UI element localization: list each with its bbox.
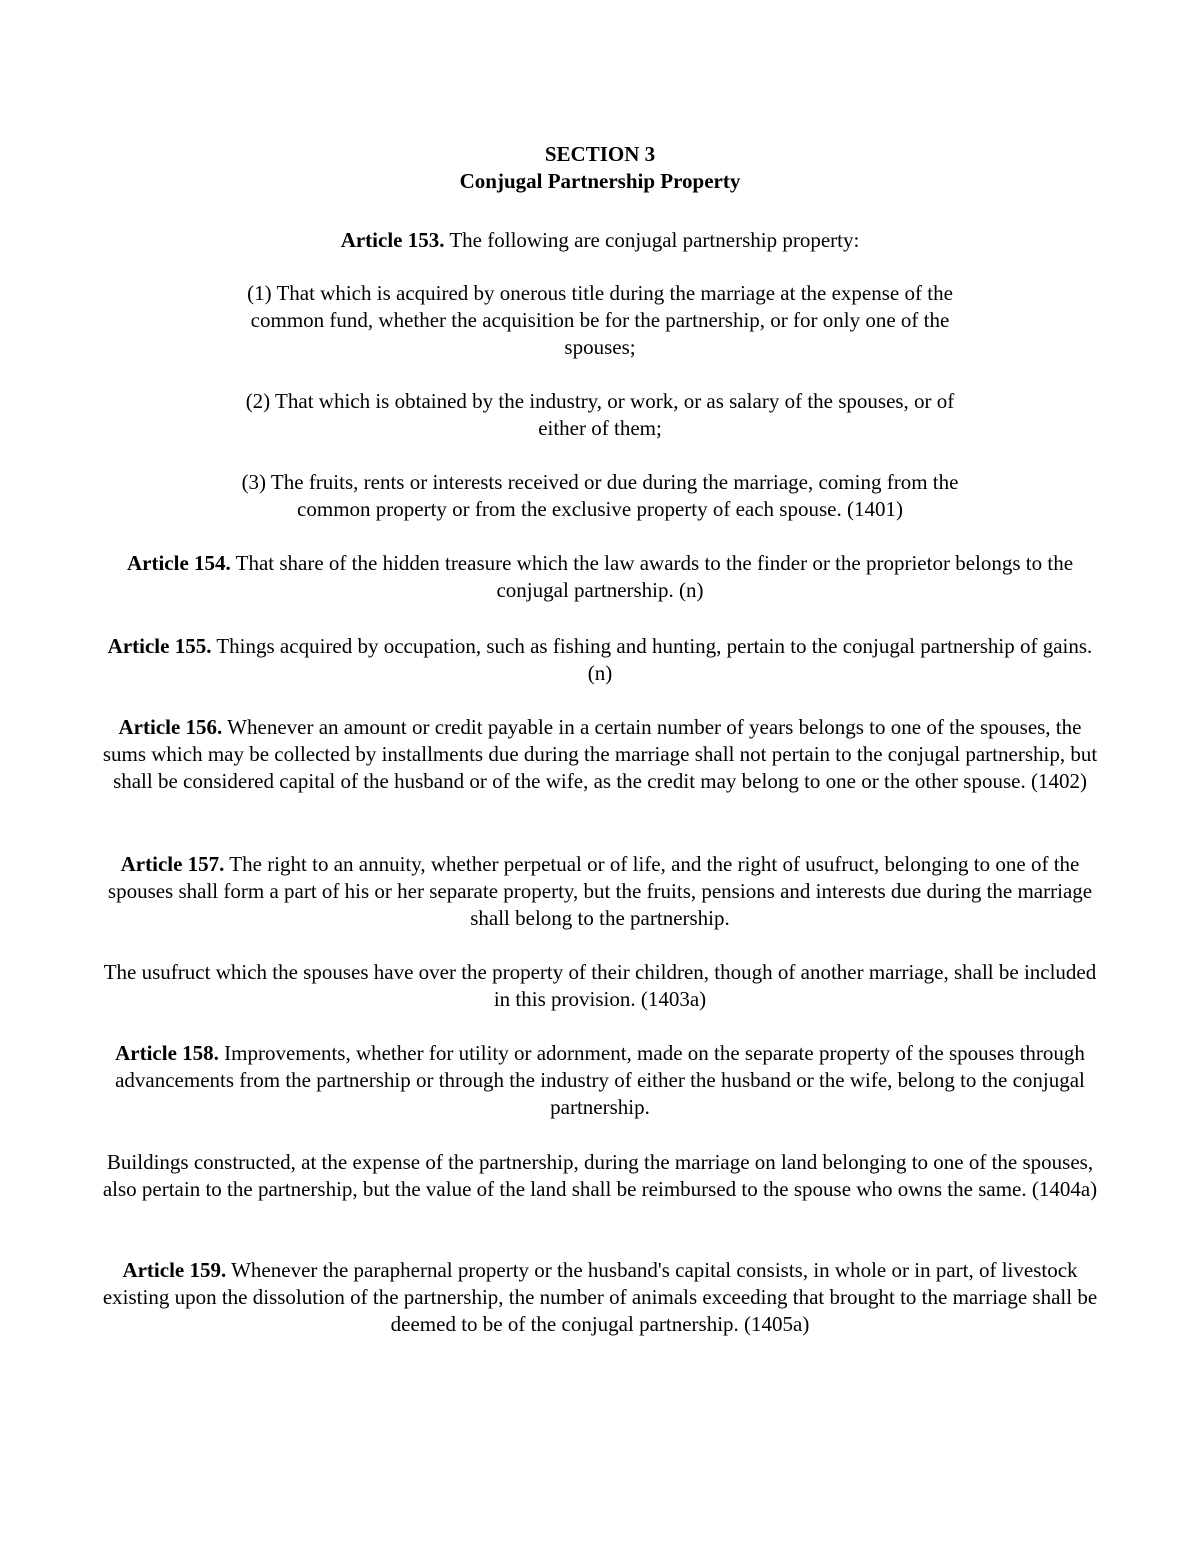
article-153-item-3: (3) The fruits, rents or interests received or due during the marriage, coming from the common property or from the exclusive property of each spouse. (1401) (241, 470, 959, 521)
section-number: SECTION 3 (544, 142, 656, 166)
article-158-paragraph-2: Buildings constructed, at the expense of the partnership, during the marriage on land belonging to one of the spouses, also pertain to the partnership, but the value of the land shall be reimbursed to the spouse who owns the same. (1404a) (102, 1150, 1098, 1201)
article-label: Article 154. (126, 551, 231, 575)
article-text: That share of the hidden treasure which the law awards to the finder or the proprietor belongs to the conjugal partnership. (n) (230, 551, 1074, 602)
article-text: The following are conjugal partnership property: (444, 228, 860, 252)
article-label: Article 156. (118, 715, 223, 739)
article-text: Whenever an amount or credit payable in a certain number of years belongs to one of the spouses, the sums which may be collected by installments due during the marriage shall not pertain to the conjugal partnership, but shall be considered capital of the husband or of the wife, as the credit may belong to one or the other spouse. (1402) (102, 715, 1098, 793)
article-156 (100, 714, 1100, 795)
article-text: Improvements, whether for utility or adornment, made on the separate property of the spouses through advancements from the partnership or through the industry of either the husband or the wife, belong to the conjugal partnership. (115, 1041, 1085, 1119)
article-153-item-1: (1) That which is acquired by onerous title during the marriage at the expense of the common fund, whether the acquisition be for the partnership, or for only one of the spouses; (247, 281, 953, 359)
section-title: Conjugal Partnership Property (459, 169, 741, 193)
article-label: Article 157. (120, 852, 225, 876)
article-157-paragraph-2: The usufruct which the spouses have over the property of their children, though of another marriage, shall be included in this provision. (1403a) (103, 960, 1097, 1011)
article-153-item-2: (2) That which is obtained by the industry, or work, or as salary of the spouses, or of either of them; (245, 389, 955, 440)
article-155 (100, 633, 1100, 687)
article-159 (100, 1257, 1100, 1338)
article-label: Article 159. (122, 1258, 227, 1282)
article-153 (100, 227, 1100, 254)
article-text: Whenever the paraphernal property or the husband's capital consists, in whole or in part, of livestock existing upon the dissolution of the partnership, the number of animals exceeding that brought to the marriage shall be deemed to be of the conjugal partnership. (1405a) (102, 1258, 1098, 1336)
article-154 (100, 550, 1100, 604)
article-158 (100, 1040, 1100, 1121)
article-label: Article 155. (107, 634, 212, 658)
article-text: The right to an annuity, whether perpetual or of life, and the right of usufruct, belonging to one of the spouses shall form a part of his or her separate property, but the fruits, pensions and interests due during the marriage shall belong to the partnership. (107, 852, 1093, 930)
article-text: Things acquired by occupation, such as fishing and hunting, pertain to the conjugal partnership of gains. (n) (211, 634, 1093, 685)
article-label: Article 153. (340, 228, 445, 252)
article-157 (100, 851, 1100, 932)
section-heading (100, 141, 1100, 195)
article-label: Article 158. (115, 1041, 219, 1065)
